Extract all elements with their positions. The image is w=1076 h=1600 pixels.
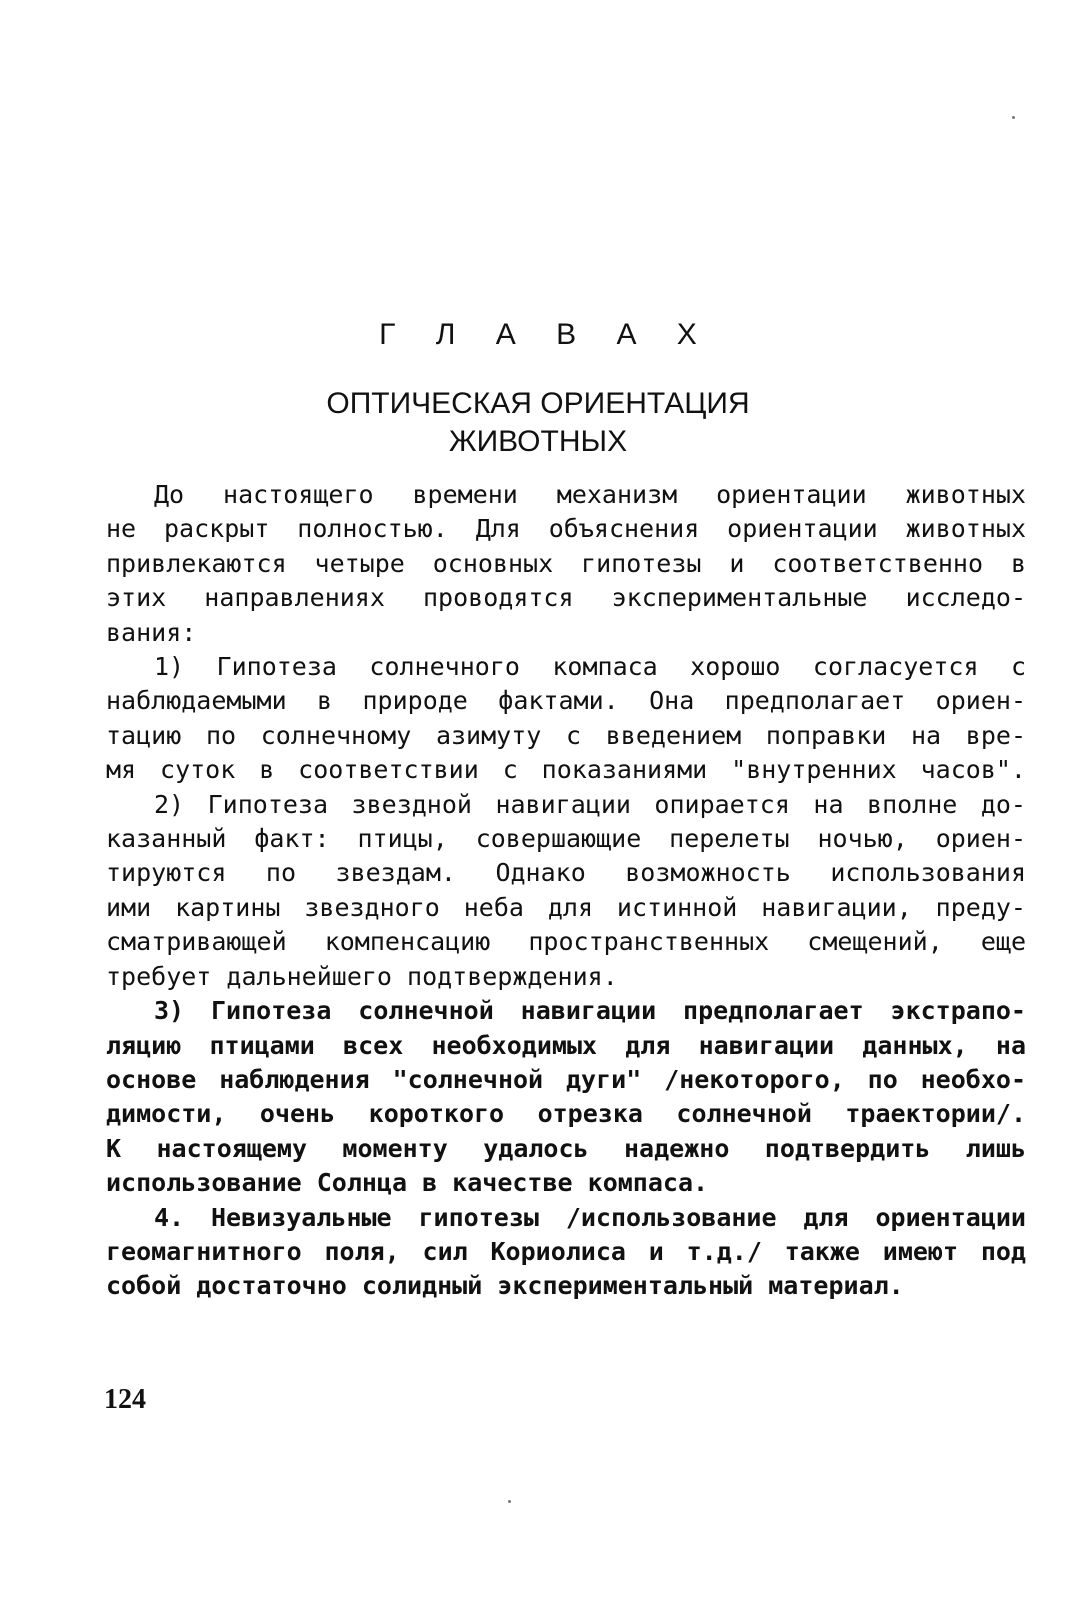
text-line: тацию по солнечному азимуту с введением поправки на вре- <box>106 720 1026 750</box>
chapter-title-line-1: ОПТИЧЕСКАЯ ОРИЕНТАЦИЯ <box>326 387 750 420</box>
chapter-label: Г Л А В А X <box>379 318 713 351</box>
text-line: геомагнитного поля, сил Кориолиса и т.д./ также имеют под <box>106 1236 1026 1266</box>
text-line: основе наблюдения "солнечной дуги" /некоторого, по необхо- <box>106 1064 1026 1094</box>
text-line: тируются по звездам. Однако возможность использования <box>106 858 1026 888</box>
text-line: 3) Гипотеза солнечной навигации предполагает экстрапо- <box>154 996 1026 1026</box>
text-line: ими картины звездного неба для истинной навигации, преду- <box>106 892 1026 922</box>
text-line: мя суток в соответствии с показаниями "внутренних часов". <box>106 755 1026 785</box>
text-line: не раскрыт полностью. Для объяснения ориентации животных <box>106 514 1026 544</box>
text-line: 4. Невизуальные гипотезы /использование для ориентации <box>154 1202 1026 1232</box>
text-line: этих направлениях проводятся экспериментальные исследо- <box>106 583 1026 613</box>
text-line: 2) Гипотеза звездной навигации опирается на вполне до- <box>154 789 1026 819</box>
text-line: наблюдаемыми в природе фактами. Она предполагает ориен- <box>106 686 1026 716</box>
body-text <box>106 478 1026 1304</box>
text-line: привлекаются четыре основных гипотезы и соответственно в <box>106 548 1026 578</box>
page-number: 124 <box>104 1384 146 1415</box>
chapter-title-line-2: ЖИВОТНЫХ <box>448 425 628 458</box>
text-line: 1) Гипотеза солнечного компаса хорошо согласуется с <box>154 652 1026 682</box>
text-line: требует дальнейшего подтверждения. <box>106 961 618 991</box>
text-line: ляцию птицами всех необходимых для навигации данных, на <box>106 1030 1026 1060</box>
text-line: казанный факт: птицы, совершающие перелеты ночью, ориен- <box>106 824 1026 854</box>
text-line: собой достаточно солидный экспериментальный материал. <box>106 1271 904 1301</box>
text-line: димости, очень короткого отрезка солнечной траектории/. <box>106 1099 1026 1129</box>
text-line: вания: <box>106 617 197 647</box>
text-line: К настоящему моменту удалось надежно подтвердить лишь <box>106 1133 1026 1163</box>
text-line: использование Солнца в качестве компаса. <box>106 1168 709 1198</box>
chapter-title <box>0 385 1076 461</box>
scan-speck <box>508 1500 511 1503</box>
text-line: До настоящего времени механизм ориентации животных <box>154 480 1026 509</box>
scan-speck <box>1012 116 1015 119</box>
text-line: сматривающей компенсацию пространственных смещений, еще <box>106 927 1026 957</box>
